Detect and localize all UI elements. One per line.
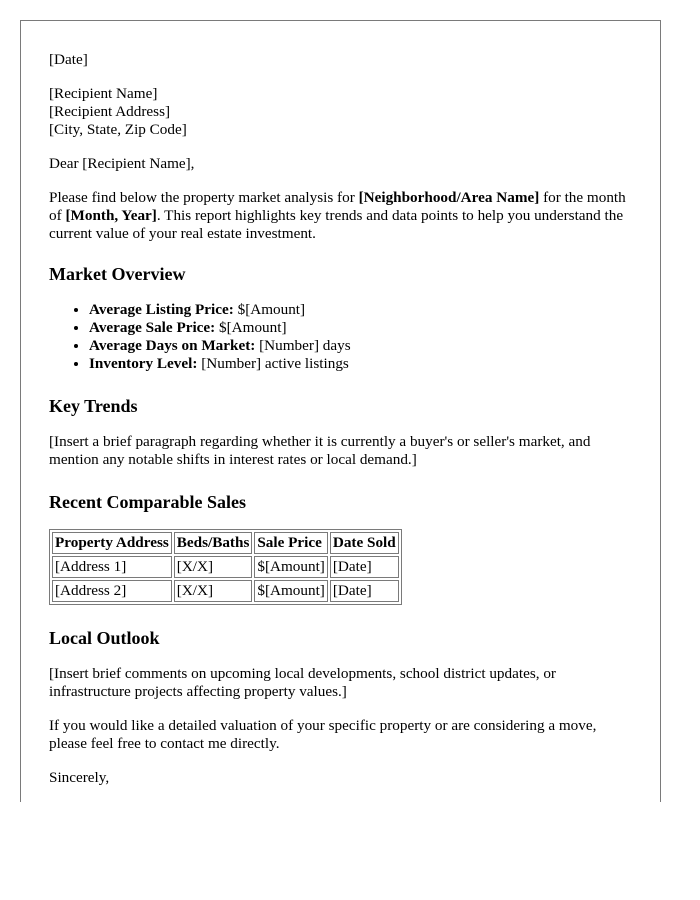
recipient-address: [Recipient Address] <box>49 103 171 120</box>
intro-text-3: . This report highlights key trends and data points to help you understand the current value of your real estate investment. <box>49 207 624 242</box>
signoff: Sincerely, <box>49 769 110 786</box>
intro-area-name: [Neighborhood/Area Name] <box>358 189 540 206</box>
comparable-sales-table <box>49 529 402 605</box>
recipient-name: [Recipient Name] <box>49 85 158 102</box>
column-header-sale-price: Sale Price <box>254 532 328 554</box>
table-cell: $[Amount] <box>254 580 328 602</box>
intro-month-year: [Month, Year] <box>65 207 157 224</box>
list-item <box>89 355 632 373</box>
comparable-sales-heading: Recent Comparable Sales <box>49 492 246 512</box>
list-item-value: [Number] days <box>255 337 351 354</box>
table-cell: $[Amount] <box>254 556 328 578</box>
list-item-label: Average Listing Price: <box>89 301 234 318</box>
list-item <box>89 301 632 319</box>
recipient-block <box>49 85 632 139</box>
column-header-date-sold: Date Sold <box>330 532 399 554</box>
key-trends-text: [Insert a brief paragraph regarding whether it is currently a buyer's or seller's market, and mention any notable shifts in interest rates or local demand.] <box>49 433 591 468</box>
closing-paragraph: If you would like a detailed valuation of your specific property or are considering a move, please feel free to contact me directly. <box>49 717 597 752</box>
list-item-label: Average Days on Market: <box>89 337 256 354</box>
table-row <box>52 580 399 602</box>
list-item-label: Inventory Level: <box>89 355 198 372</box>
table-cell: [X/X] <box>174 556 253 578</box>
table-cell: [X/X] <box>174 580 253 602</box>
table-cell: [Date] <box>330 580 399 602</box>
intro-text-1: Please find below the property market analysis for <box>49 189 359 206</box>
list-item-value: $[Amount] <box>215 319 287 336</box>
table-cell: [Address 2] <box>52 580 172 602</box>
local-outlook-heading: Local Outlook <box>49 628 160 648</box>
column-header-beds-baths: Beds/Baths <box>174 532 253 554</box>
list-item <box>89 337 632 355</box>
market-overview-list <box>49 301 632 373</box>
salutation: Dear [Recipient Name], <box>49 155 195 172</box>
table-cell: [Address 1] <box>52 556 172 578</box>
table-cell: [Date] <box>330 556 399 578</box>
recipient-city-state-zip: [City, State, Zip Code] <box>49 121 187 138</box>
market-overview-heading: Market Overview <box>49 264 186 284</box>
table-header-row <box>52 532 399 554</box>
letter-date: [Date] <box>49 51 88 68</box>
list-item <box>89 319 632 337</box>
list-item-value: $[Amount] <box>233 301 306 318</box>
intro-text-2: for the month of <box>49 189 626 224</box>
table-row <box>52 556 399 578</box>
list-item-value: [Number] active listings <box>197 355 349 372</box>
list-item-label: Average Sale Price: <box>89 319 216 336</box>
local-outlook-text: [Insert brief comments on upcoming local developments, school district updates, or infrastructure projects affecting property values.] <box>49 665 556 700</box>
key-trends-heading: Key Trends <box>49 396 138 416</box>
intro-paragraph <box>49 189 632 243</box>
letter-page <box>20 20 661 802</box>
column-header-property-address: Property Address <box>52 532 172 554</box>
